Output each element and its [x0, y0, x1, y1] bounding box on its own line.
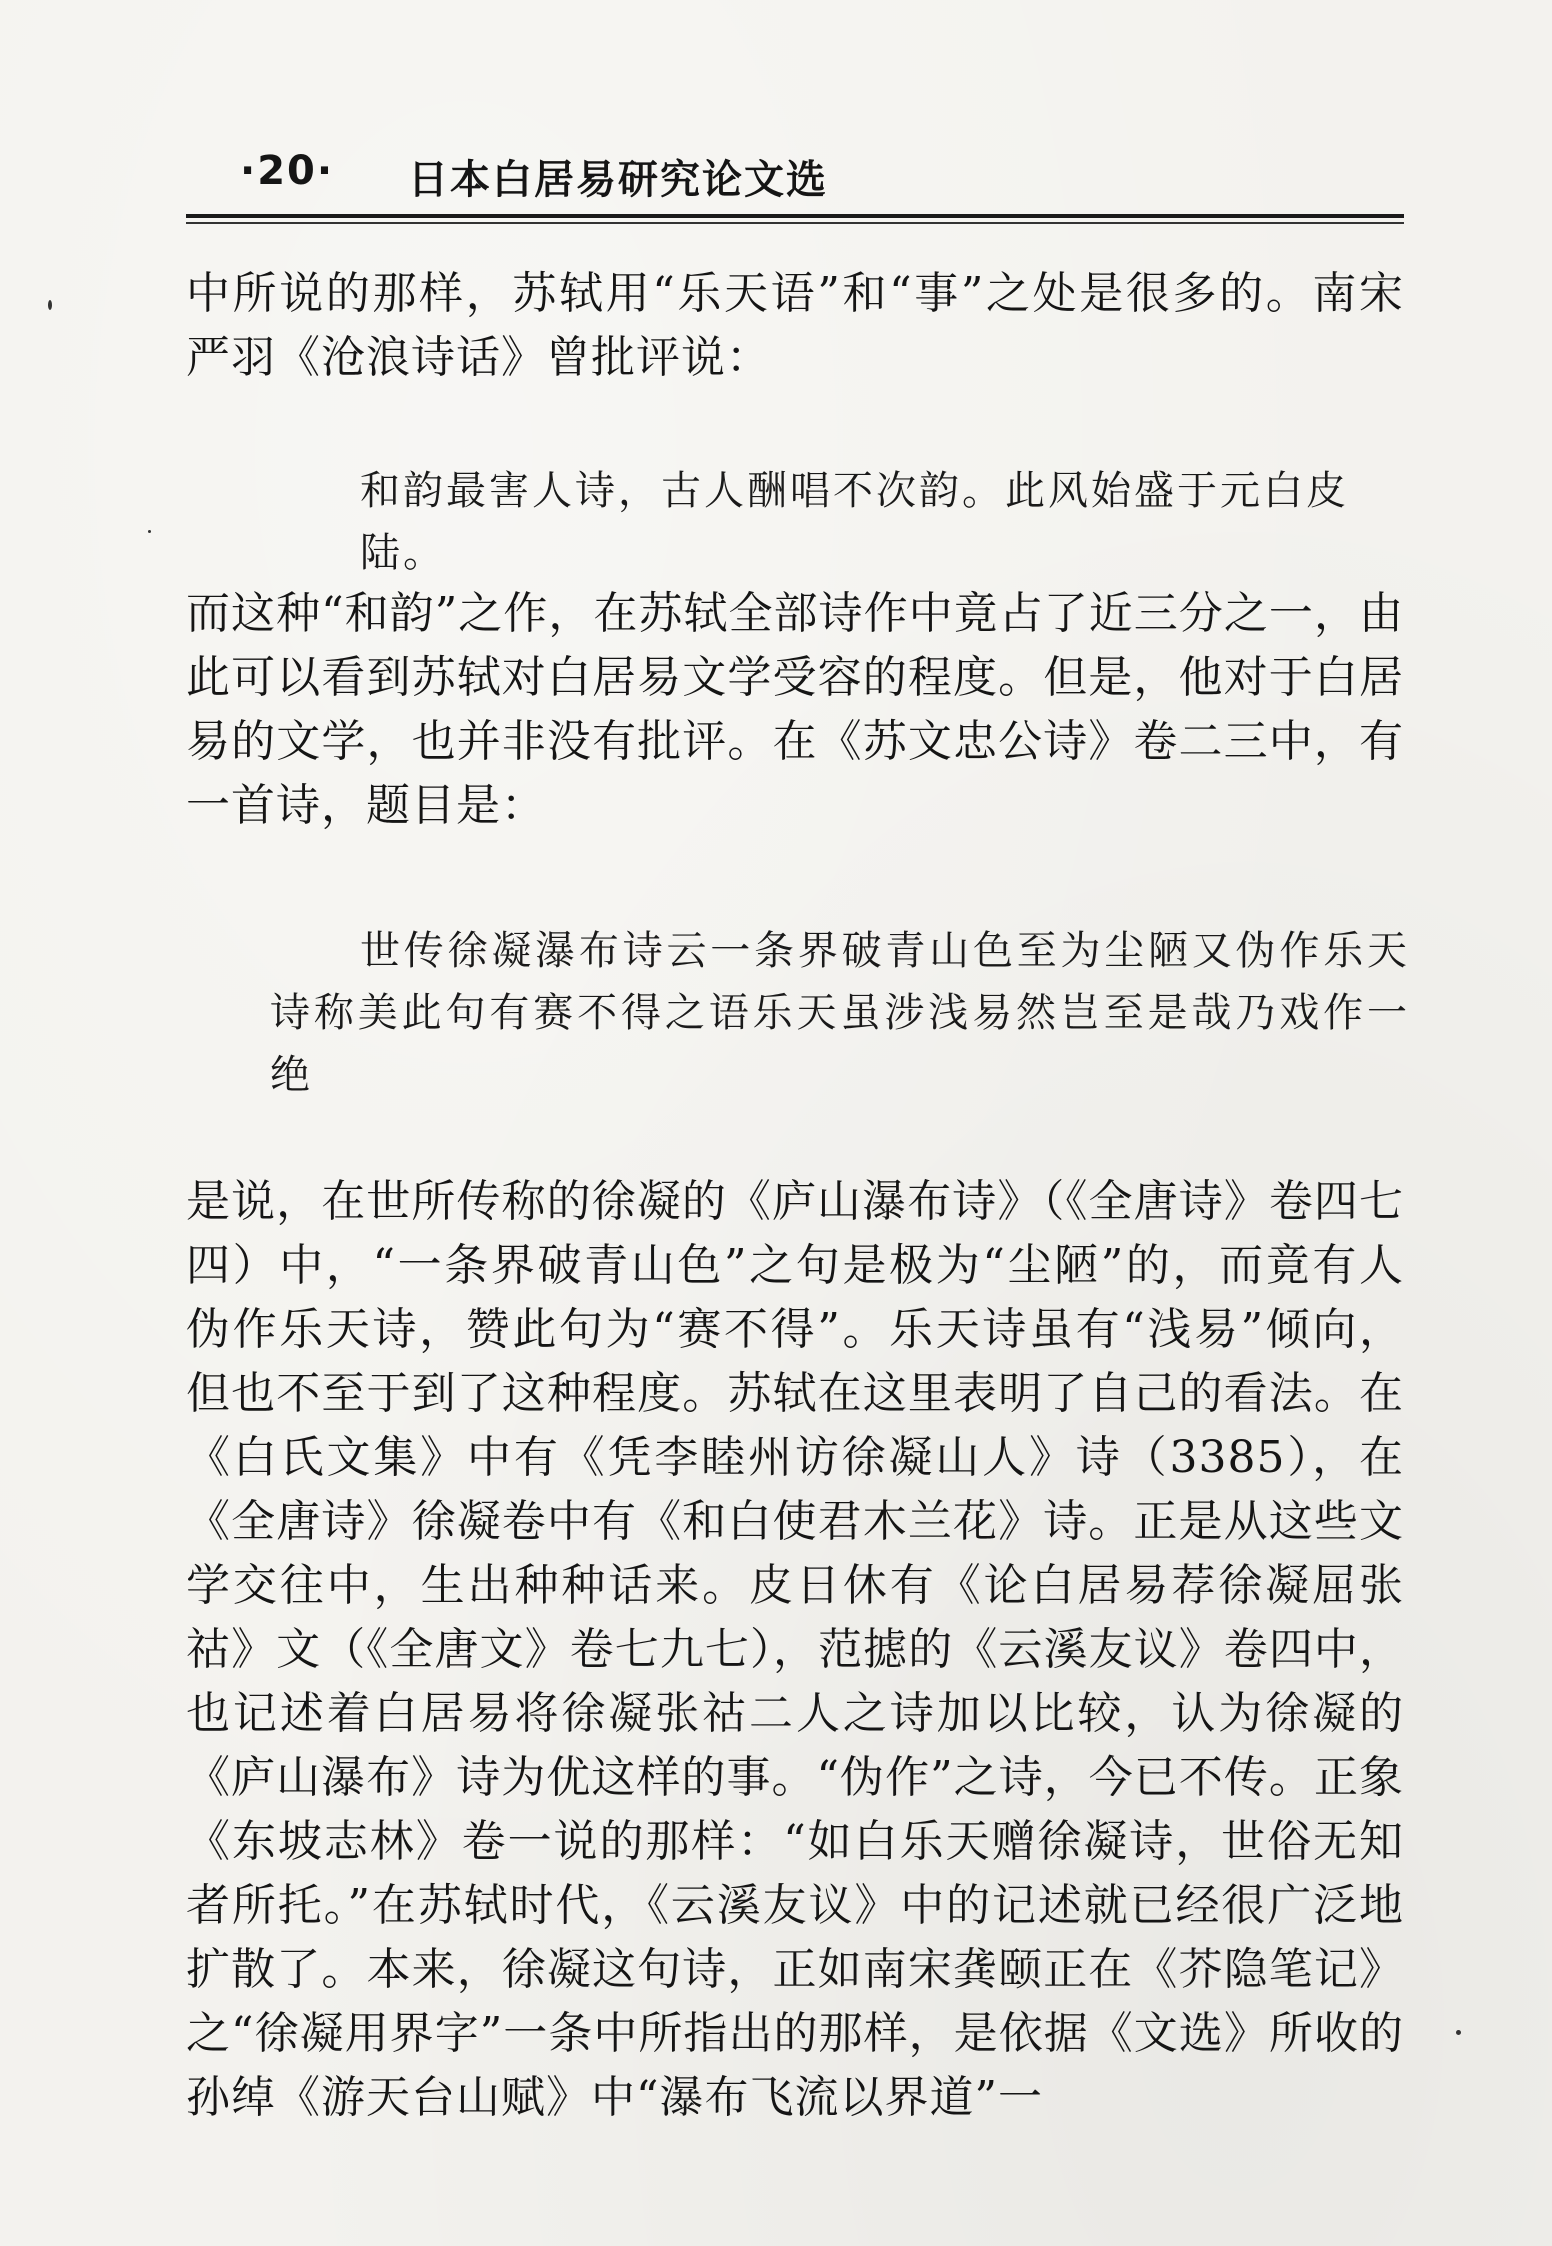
scan-speck	[148, 530, 151, 533]
paragraph-1: 中所说的那样，苏轼用“乐天语”和“事”之处是很多的。南宋严羽《沧浪诗话》曾批评说：	[186, 268, 1404, 383]
block-quote-1: 和韵最害人诗，古人酬唱不次韵。此风始盛于元白皮陆。	[360, 468, 1349, 576]
header-rule-thin	[186, 222, 1404, 224]
paragraph-3: 是说，在世所传称的徐凝的《庐山瀑布诗》（《全唐诗》卷四七四）中，“一条界破青山色”之句是极为“尘陋”的，而竟有人伪作乐天诗，赞此句为“赛不得”。乐天诗虽有“浅易”倾向，但也不至于到了这种程度。苏轼在这里表明了自己的看法。在《白氏文集》中有《凭李睦州访徐凝山人》诗（3385），在《全唐诗》徐凝卷中有《和白使君木兰花》诗。正是从这些文学交往中，生出种种话来。皮日休有《论白居易荐徐凝屈张祜》文（《全唐文》卷七九七），范摅的《云溪友议》卷四中，也记述着白居易将徐凝张祜二人之诗加以比较，认为徐凝的《庐山瀑布》诗为优这样的事。“伪作”之诗，今已不传。正象《东坡志林》卷一说的那样：“如白乐天赠徐凝诗，世俗无知者所托。”在苏轼时代，《云溪友议》中的记述就已经很广泛地扩散了。本来，徐凝这句诗，正如南宋龚颐正在《芥隐笔记》之“徐凝用界字”一条中所指出的那样，是依据《文选》所收的孙绰《游天台山赋》中“瀑布飞流以界道”一	[186, 1176, 1404, 2123]
running-header	[230, 148, 1410, 208]
book-title: 日本白居易研究论文选	[408, 157, 828, 203]
page-number: ·20·	[240, 148, 335, 194]
block-quote-2: 世传徐凝瀑布诗云一条界破青山色至为尘陋又伪作乐天诗称美此句有赛不得之语乐天虽涉浅易然岂至是哉乃戏作一绝	[270, 928, 1410, 1098]
header-rule-thick	[186, 214, 1404, 218]
scan-speck	[1456, 2030, 1461, 2035]
scan-speck	[48, 300, 52, 310]
paragraph-2: 而这种“和韵”之作，在苏轼全部诗作中竟占了近三分之一，由此可以看到苏轼对白居易文学受容的程度。但是，他对于白居易的文学，也并非没有批评。在《苏文忠公诗》卷二三中，有一首诗，题目是：	[186, 588, 1404, 831]
